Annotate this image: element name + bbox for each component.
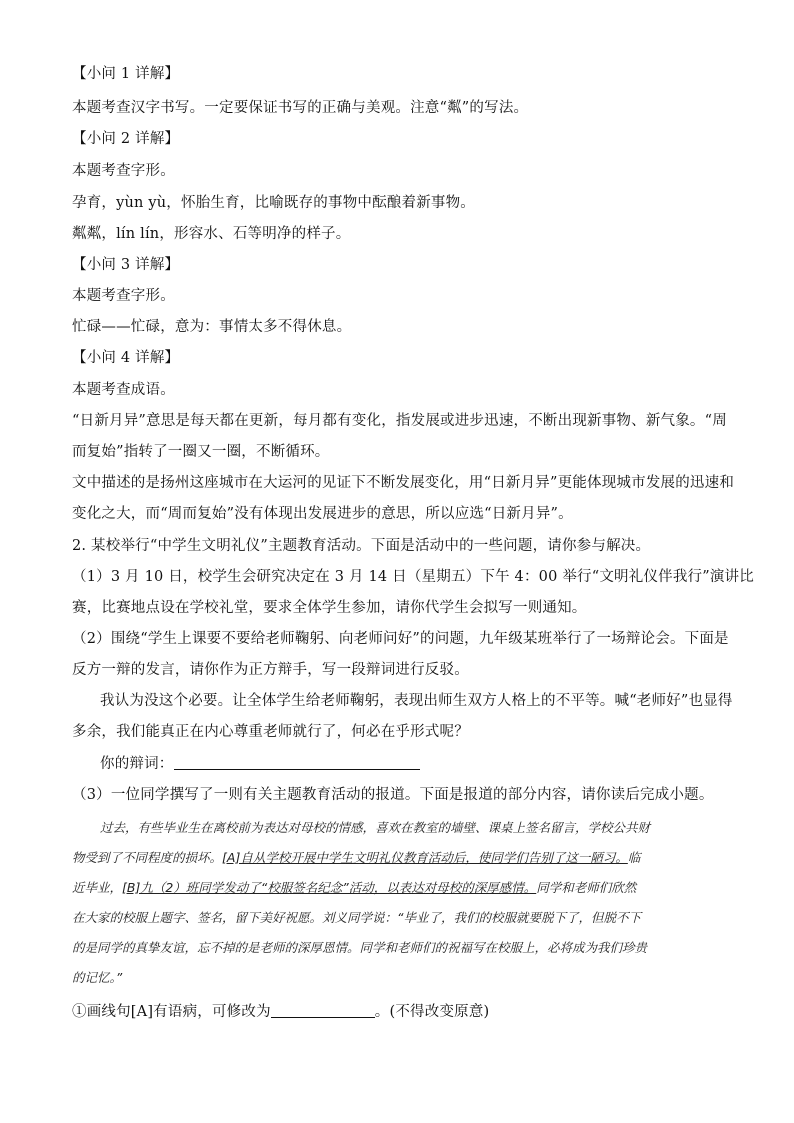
answer-line: 本题考查字形。 (72, 163, 175, 179)
answer-blank[interactable] (174, 755, 420, 770)
answer-label: 你的辩词： (100, 756, 174, 772)
answer-line: 本题考查字形。 (72, 288, 175, 304)
question-part-2: 反方一辩的发言，请你作为正方辩手，写一段辩词进行反驳。 (72, 662, 469, 678)
answer-line: 文中描述的是扬州这座城市在大运河的见证下不断发展变化，用“日新月异”更能体现城市发展的迅速和 (72, 475, 735, 491)
question-part-2: （2）围绕“学生上课要不要给老师鞠躬、向老师问好”的问题，九年级某班举行了一场辩论会。下面是 (72, 631, 729, 647)
opponent-speech: 我认为没这个必要。让全体学生给老师鞠躬，表现出师生双方人格上的不平等。喊“老师好”也显得 (100, 693, 733, 709)
underlined-sentence-b: [B]九（2）班同学发动了“校服签名纪念”活动，以表达对母校的深厚感情。 (122, 880, 537, 895)
answer-line: 本题考查汉字书写。一定要保证书写的正确与美观。注意“粼”的写法。 (72, 100, 529, 116)
question-part-1: 赛，比赛地点设在学校礼堂，要求全体学生参加，请你代学生会拟写一则通知。 (72, 600, 587, 616)
opponent-speech: 多余，我们能真正在内心尊重老师就行了，何必在乎形式呢？ (72, 724, 469, 740)
report-line: 近毕业，[B]九（2）班同学发动了“校服签名纪念”活动，以表达对母校的深厚感情。同学和老师们欣然 (72, 880, 637, 895)
question-title: 2. 某校举行“中学生文明礼仪”主题教育活动。下面是活动中的一些问题，请你参与解决。 (72, 538, 651, 554)
question-part-3: （3）一位同学撰写了一则有关主题教育活动的报道。下面是报道的部分内容，请你读后完成小题。 (72, 787, 714, 803)
section-heading: 【小问 1 详解】 (72, 66, 180, 82)
sub-question-1-blank[interactable] (271, 1003, 375, 1018)
report-line: 的记忆。” (72, 970, 123, 985)
section-heading: 【小问 3 详解】 (72, 257, 180, 273)
answer-line: “日新月异”意思是每天都在更新，每月都有变化，指发展或进步迅速，不断出现新事物、新气象。“周 (72, 413, 727, 429)
question-part-1: （1）3 月 10 日，校学生会研究决定在 3 月 14 日（星期五）下午 4：00 举行“文明礼仪伴我行”演讲比 (72, 569, 754, 585)
report-line: 的是同学的真挚友谊，忘不掉的是老师的深厚恩情。同学和老师们的祝福写在校服上，必将成为我们珍贵 (72, 940, 648, 955)
report-line: 过去，有些毕业生在离校前为表达对母校的情感，喜欢在教室的墙壁、课桌上签名留言，学校公共财 (100, 820, 651, 835)
answer-line: 忙碌——忙碌，意为：事情太多不得休息。 (72, 319, 352, 335)
sub-question-1: ①画线句[A]有语病，可修改为 。(不得改变原意) (72, 1004, 490, 1020)
answer-line: 粼粼，lín lín，形容水、石等明净的样子。 (72, 226, 351, 242)
answer-line: 变化之大，而“周而复始”没有体现出发展进步的意思，所以应选“日新月异”。 (72, 506, 573, 522)
answer-line: 而复始”指转了一圈又一圈，不断循环。 (72, 444, 330, 460)
section-heading: 【小问 4 详解】 (72, 350, 180, 366)
report-line: 在大家的校服上题字、签名，留下美好祝愿。刘义同学说：“毕业了，我们的校服就要脱下了，但脱不下 (72, 910, 641, 925)
underlined-sentence-a: [A]自从学校开展中学生文明礼仪教育活动后，使同学们告别了这一陋习。 (222, 850, 628, 865)
report-line: 物受到了不同程度的损坏。[A]自从学校开展中学生文明礼仪教育活动后，使同学们告别了这一陋习。临 (72, 850, 641, 865)
answer-line: 本题考查成语。 (72, 382, 175, 398)
section-heading: 【小问 2 详解】 (72, 131, 180, 147)
answer-line: 孕育，yùn yù，怀胎生育，比喻既存的事物中酝酿着新事物。 (72, 195, 476, 211)
answer-field-row (100, 754, 750, 774)
